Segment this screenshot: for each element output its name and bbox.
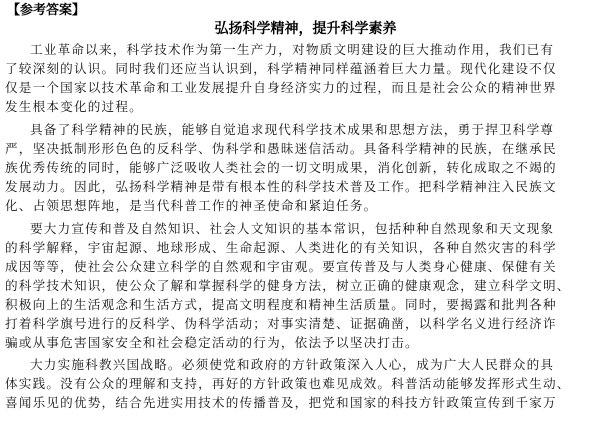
paragraph-line: 喜闻乐见的优势，结合先进实用技术的传播普及，把党和国家的科技方针政策宣传到千家万 bbox=[5, 395, 557, 410]
paragraph-line: 要大力宣传和普及自然知识、社会人文知识的基本常识，包括种种自然现象和天文现象 bbox=[30, 221, 555, 236]
paragraph-line: 的科学技术知识，使公众了解和掌握科学的健身方法，树立正确的健康观念，建立科学文明、 bbox=[5, 278, 571, 293]
paragraph-line: 的科学解释，宇宙起源、地球形成、生命起源、人类进化的有关知识，各种自然灾害的科学 bbox=[5, 240, 557, 255]
paragraph-line: 发展动力。因此，弘扬科学精神是带有根本性的科学技术普及工作。把科学精神注入民族文 bbox=[5, 179, 557, 194]
paragraph-line: 大力实施科教兴国战略。必须使党和政府的方针政策深入人心，成为广大人民群众的具 bbox=[30, 357, 555, 372]
paragraph-line: 仅是一个国家以技术革命和工业发展提升自身经济实力的过程，而且是社会公众的精神世界 bbox=[5, 80, 557, 95]
paragraph-line: 具备了科学精神的民族，能够自觉追求现代科学技术成果和思想方法，勇于捍卫科学尊 bbox=[30, 122, 555, 137]
paragraph-line: 积极向上的生活观念和生活方式，提高文明程度和精神生活质量。同时，要揭露和批判各种 bbox=[5, 297, 557, 312]
paragraph-line: 骗或从事危害国家安全和社会稳定活动的行为，依法予以坚决打击。 bbox=[5, 335, 419, 350]
answer-label: 【参考答案】 bbox=[7, 3, 86, 18]
paragraph-line: 成因等等，使社会公众建立科学的自然观和宇宙观。要宣传普及与人类身心健康、保健有关 bbox=[5, 259, 557, 274]
paragraph-line: 发生根本变化的过程。 bbox=[5, 99, 143, 114]
paragraph-line: 打着科学旗号进行的反科学、伪科学活动；对事实清楚、证据确凿，以科学名义进行经济诈 bbox=[5, 316, 557, 331]
paragraph-line: 体实践。没有公众的理解和支持，再好的方针政策也难见成效。科普活动能够发挥形式生动、 bbox=[5, 376, 571, 391]
paragraph-line: 族优秀传统的同时，能够广泛吸收人类社会的一切文明成果，消化创新，转化成取之不竭的 bbox=[5, 160, 557, 175]
paragraph-line: 工业革命以来，科学技术作为第一生产力，对物质文明建设的巨大推动作用，我们已有 bbox=[30, 42, 555, 57]
paragraph-line: 了较深刻的认识。同时我们还应当认识到，科学精神同样蕴涵着巨大力量。现代化建设不仅 bbox=[5, 61, 557, 76]
paragraph-line: 化、占领思想阵地，是当代科普工作的神圣使命和紧迫任务。 bbox=[5, 198, 378, 213]
article-title: 弘扬科学精神，提升科学素养 bbox=[214, 21, 397, 37]
paragraph-line: 严，坚决抵制形形色色的反科学、伪科学和愚昧迷信活动。具备科学精神的民族，在继承民 bbox=[5, 141, 557, 156]
